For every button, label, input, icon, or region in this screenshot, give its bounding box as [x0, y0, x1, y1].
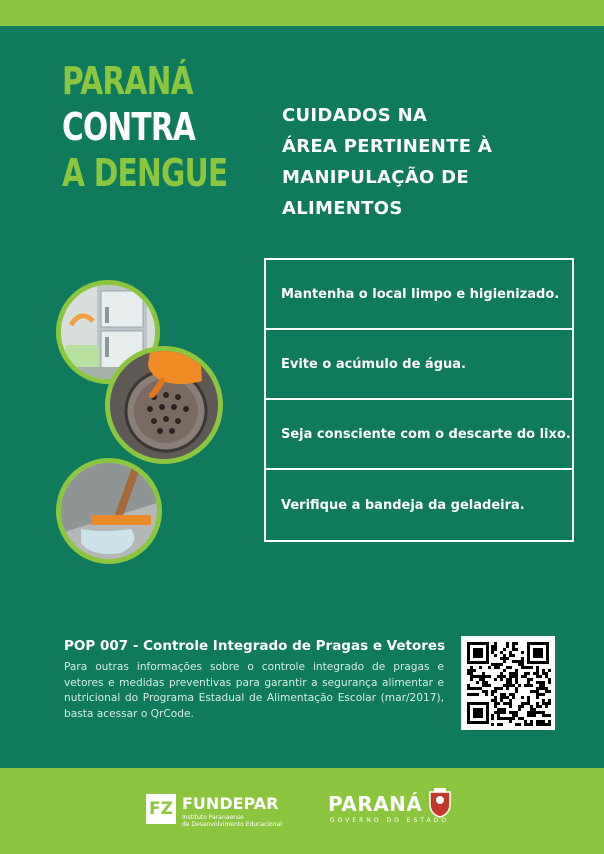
headline-line1: CUIDADOS NA [282, 105, 428, 126]
campaign-title-line1: PARANÁ [62, 59, 193, 103]
drain-photo [105, 346, 223, 464]
campaign-title-line2: CONTRA [62, 105, 196, 149]
qr-code[interactable] [461, 636, 555, 730]
tip-item: Seja consciente com o descarte do lixo. [266, 400, 572, 470]
tip-item: Evite o acúmulo de água. [266, 330, 572, 400]
pop-description: Para outras informações sobre o controle integrado de pragas e vetores e medidas preventivas para garantir a segurança alimentar e nutricional do Programa Estadual de Alimentação Escolar (mar/2017), basta acessar o QrCode. [64, 661, 444, 720]
tips-list [264, 258, 574, 542]
fundepar-subtitle-line1: Instituto Paranaense [182, 814, 244, 821]
tip-item: Verifique a bandeja da geladeira. [281, 497, 525, 513]
fundepar-subtitle [182, 814, 282, 828]
parana-subtitle: GOVERNO DO ESTADO [330, 817, 449, 824]
parana-government-logo [328, 786, 468, 834]
fundepar-subtitle-line2: de Desenvolvimento Educacional [182, 821, 282, 828]
fundepar-logo [146, 786, 286, 834]
squeegee-photo [56, 458, 162, 564]
headline-line2: ÁREA PERTINENTE À [282, 136, 493, 157]
headline-line4: ALIMENTOS [282, 198, 403, 219]
headline [282, 100, 492, 224]
campaign-title [62, 58, 227, 196]
tip-item: Mantenha o local limpo e higienizado. [266, 260, 572, 330]
headline-line3: MANIPULAÇÃO DE [282, 167, 469, 188]
parana-name: PARANÁ [328, 792, 423, 816]
fundepar-mark: FZ [146, 794, 176, 824]
qr-code-icon [461, 636, 555, 730]
campaign-title-line3: A DENGUE [62, 151, 228, 195]
pop-title: POP 007 - Controle Integrado de Pragas e Vetores [64, 638, 446, 654]
fundepar-name: FUNDEPAR [182, 794, 279, 813]
parana-coat-of-arms-icon [428, 788, 452, 822]
